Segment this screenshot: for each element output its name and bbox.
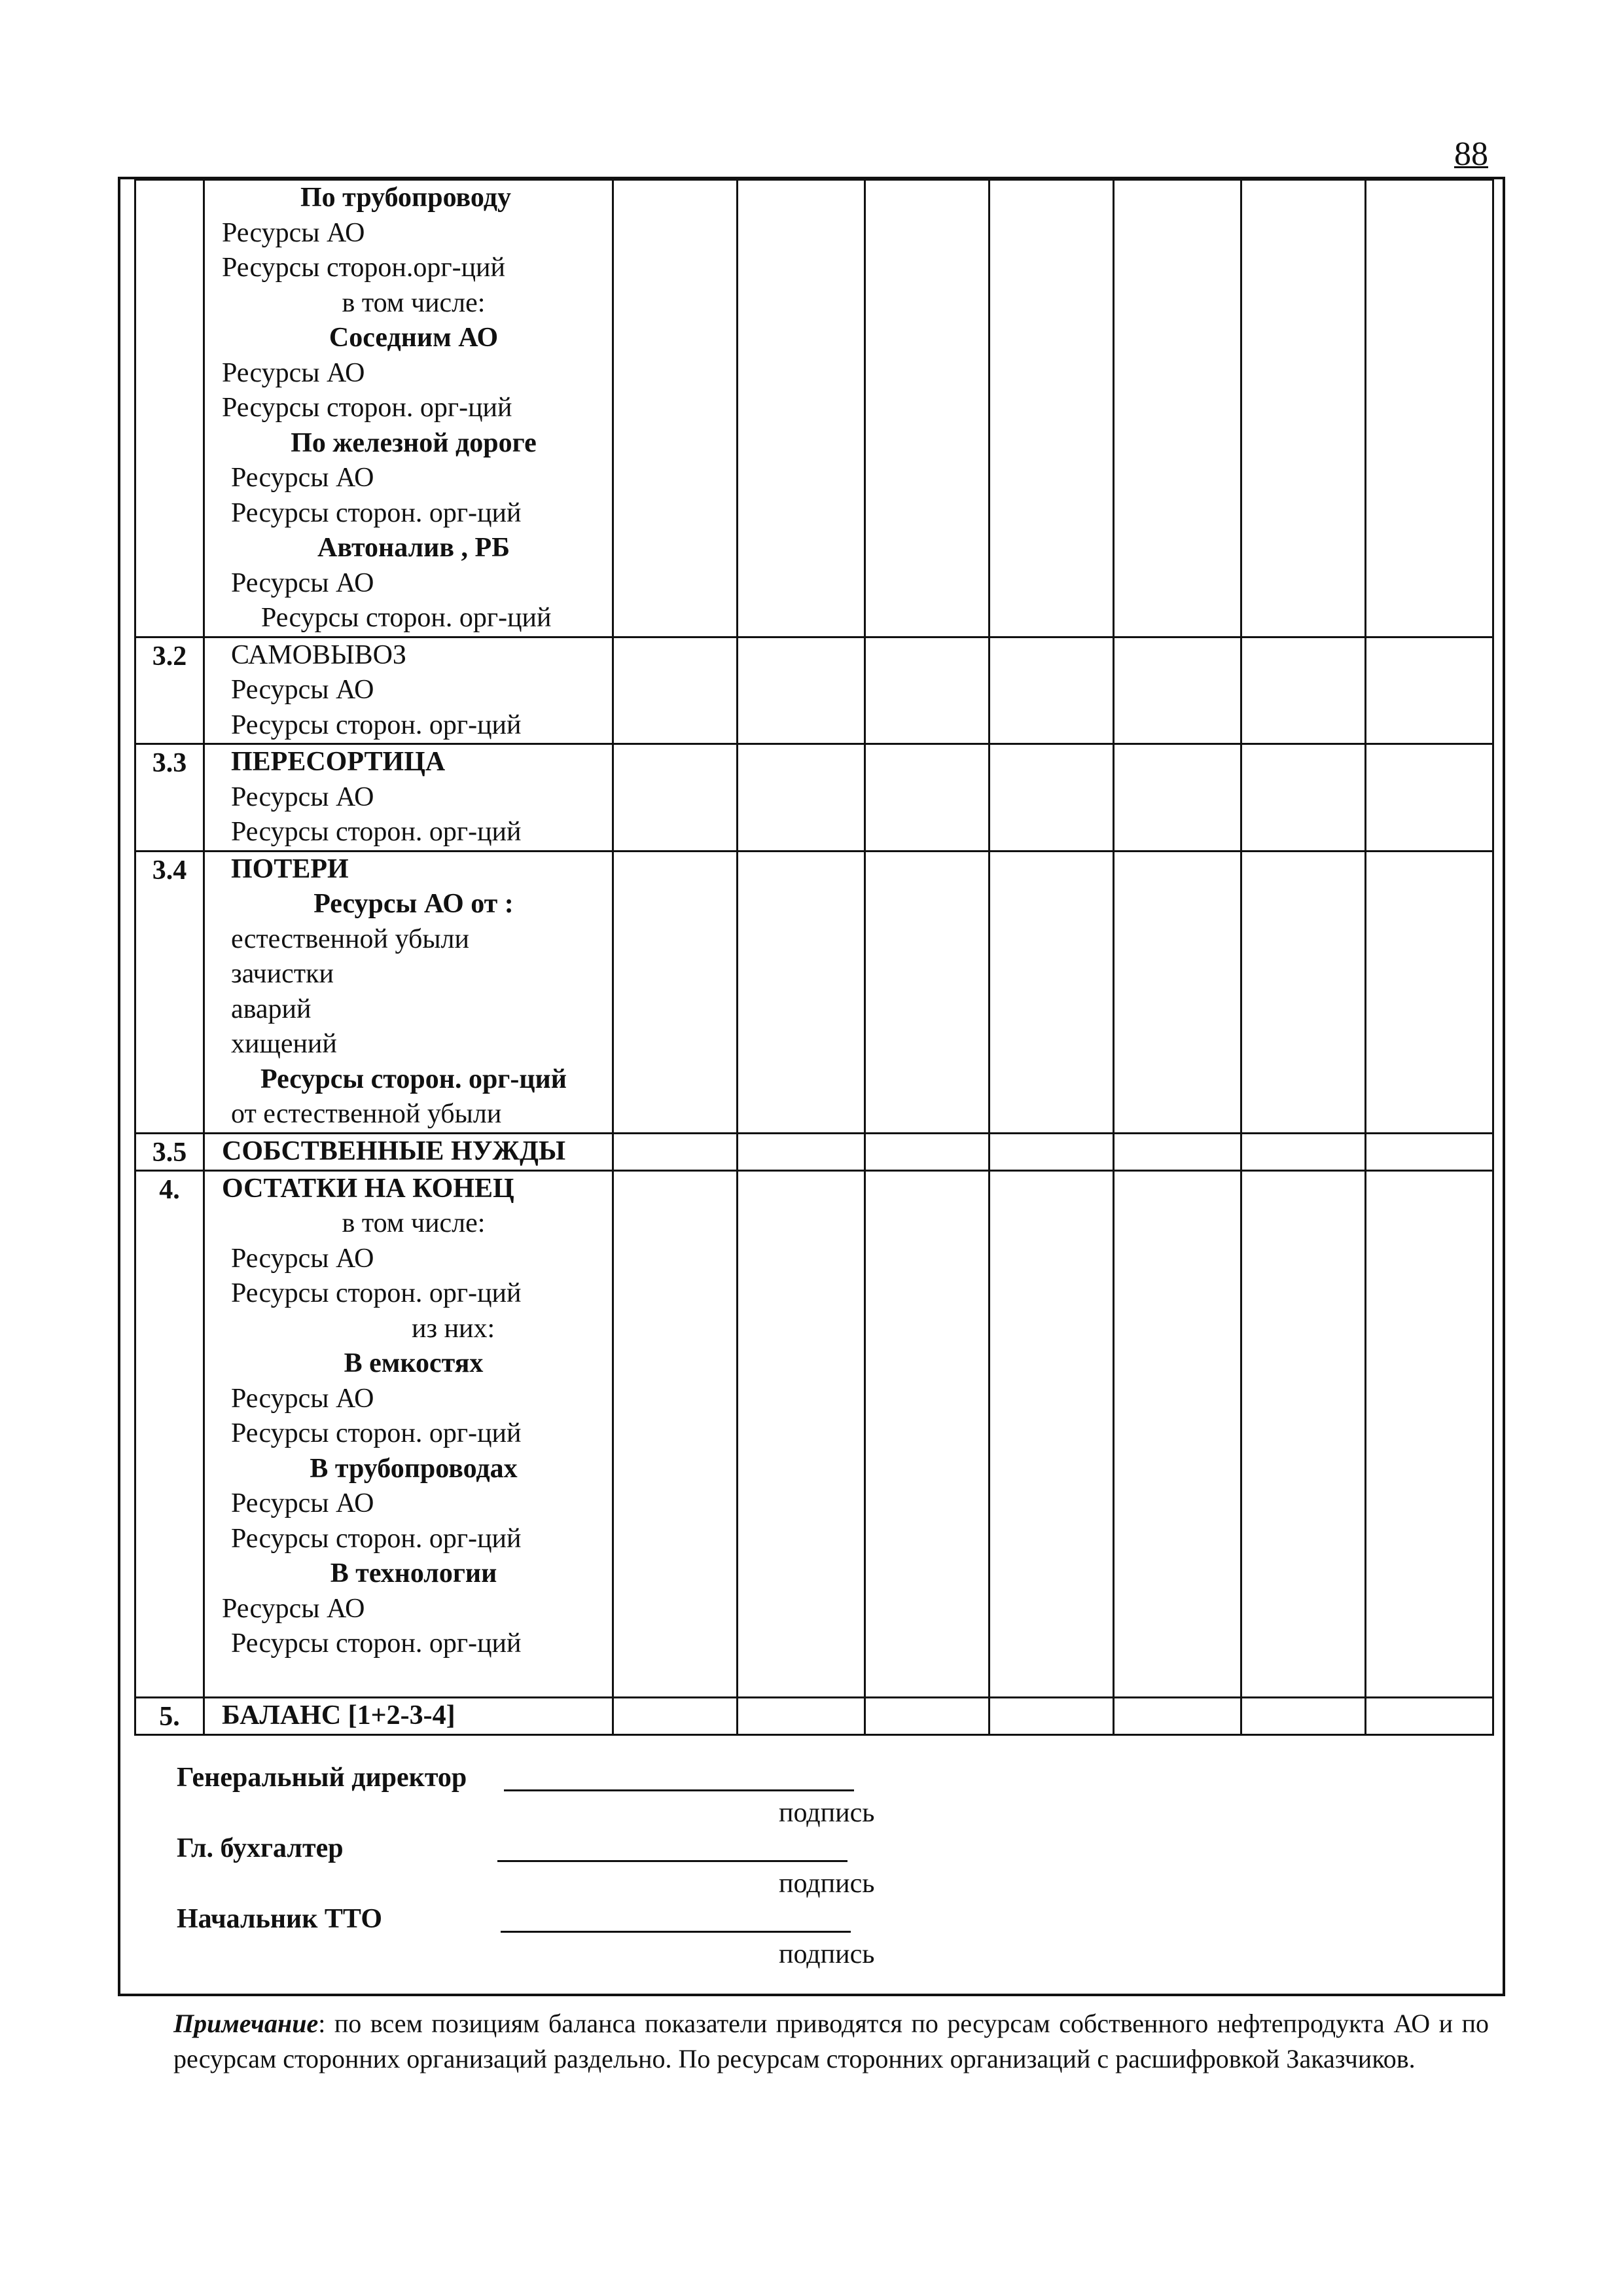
description-line: Ресурсы АО xyxy=(231,1488,374,1518)
value-cell xyxy=(613,180,738,637)
description-line: Ресурсы сторон. орг-ций xyxy=(231,1418,522,1448)
row-description xyxy=(204,1698,613,1735)
description-line: Ресурсы сторон. орг-ций xyxy=(222,393,512,423)
chief-accountant-label: Гл. бухгалтер xyxy=(177,1833,344,1863)
signature-caption-row xyxy=(177,1937,1420,1973)
description-line: Ресурсы сторон. орг-ций xyxy=(231,497,522,528)
description-line: Ресурсы сторон.орг-ций xyxy=(222,253,506,283)
value-cell xyxy=(1241,1698,1366,1735)
value-cell xyxy=(1114,744,1241,852)
value-cell xyxy=(738,1698,865,1735)
description-line: Ресурсы АО xyxy=(231,567,374,598)
value-cell xyxy=(738,637,865,744)
value-cell xyxy=(738,1133,865,1170)
note-paragraph xyxy=(173,2006,1489,2077)
value-cell xyxy=(1366,744,1493,852)
signature-caption: подпись xyxy=(779,1798,875,1828)
table-row xyxy=(135,180,1493,637)
value-cell xyxy=(865,1133,990,1170)
value-cell xyxy=(613,1170,738,1698)
value-cell xyxy=(738,744,865,852)
value-cell xyxy=(1241,180,1366,637)
description-line: Ресурсы АО xyxy=(231,675,374,705)
value-cell xyxy=(738,851,865,1133)
description-line: Ресурсы АО xyxy=(231,781,374,812)
description-line xyxy=(215,1662,612,1697)
tto-head-label: Начальник ТТО xyxy=(177,1904,383,1934)
signature-caption-row xyxy=(177,1867,1420,1902)
value-cell xyxy=(865,744,990,852)
value-cell xyxy=(613,851,738,1133)
description-line: Ресурсы АО xyxy=(231,463,374,493)
value-cell xyxy=(1241,744,1366,852)
row-number: 4. xyxy=(135,1170,204,1698)
description-line: Ресурсы АО от : xyxy=(313,889,514,919)
value-cell xyxy=(1114,637,1241,744)
description-line: Ресурсы АО xyxy=(222,217,365,248)
row-description xyxy=(204,637,613,744)
row-description xyxy=(204,1133,613,1170)
description-line: По трубопроводу xyxy=(300,183,511,213)
row-description xyxy=(204,851,613,1133)
value-cell xyxy=(1114,1170,1241,1698)
value-cell xyxy=(738,1170,865,1698)
description-line: Ресурсы сторон. орг-ций xyxy=(231,709,522,740)
table-row xyxy=(135,637,1493,744)
description-line: Ресурсы АО xyxy=(231,1383,374,1414)
page-number: 88 xyxy=(1454,135,1488,173)
value-cell xyxy=(990,851,1114,1133)
value-cell xyxy=(613,1133,738,1170)
description-line: Ресурсы сторон. орг-ций xyxy=(231,1523,522,1554)
value-cell xyxy=(1114,1698,1241,1735)
note-label: Примечание xyxy=(173,2009,319,2038)
chief-accountant-signature-line xyxy=(497,1860,847,1862)
table-body xyxy=(135,180,1493,1735)
signature-caption: подпись xyxy=(779,1939,875,1969)
row-description xyxy=(204,180,613,637)
value-cell xyxy=(1366,180,1493,637)
value-cell xyxy=(865,1170,990,1698)
note-text: : по всем позициям баланса показатели приводятся по ресурсам собственного нефтепродукта АО и по ресурсам сторонних организаций раздельно. По ресурсам сторонних организаций с расшифровкой Заказчиков. xyxy=(173,2009,1489,2073)
row-description xyxy=(204,1170,613,1698)
description-line: По железной дороге xyxy=(291,427,537,458)
value-cell xyxy=(1241,637,1366,744)
value-cell xyxy=(613,744,738,852)
value-cell xyxy=(1366,1133,1493,1170)
description-line: БАЛАНС [1+2-3-4] xyxy=(222,1700,455,1731)
row-number: 3.3 xyxy=(135,744,204,852)
row-number: 5. xyxy=(135,1698,204,1735)
description-line: Ресурсы АО xyxy=(222,1593,365,1624)
value-cell xyxy=(738,180,865,637)
description-line: в том числе: xyxy=(342,1208,486,1238)
row-number xyxy=(135,180,204,637)
description-line: Ресурсы АО xyxy=(231,1243,374,1274)
table-row xyxy=(135,1698,1493,1735)
signature-row-tto-head xyxy=(177,1902,1420,1937)
value-cell xyxy=(1366,1170,1493,1698)
description-line: Ресурсы сторон. орг-ций xyxy=(231,817,522,847)
value-cell xyxy=(613,637,738,744)
value-cell xyxy=(990,1133,1114,1170)
description-line: хищений xyxy=(231,1029,337,1059)
description-line: Автоналив , РБ xyxy=(317,533,510,563)
description-line: Ресурсы сторон. орг-ций xyxy=(231,1628,522,1659)
general-director-signature-line xyxy=(504,1789,854,1791)
value-cell xyxy=(865,1698,990,1735)
description-line: естественной убыли xyxy=(231,924,469,954)
balance-table xyxy=(134,179,1494,1736)
value-cell xyxy=(865,637,990,744)
row-number: 3.2 xyxy=(135,637,204,744)
table-row xyxy=(135,851,1493,1133)
signature-caption-row xyxy=(177,1796,1420,1831)
description-line: аварий xyxy=(231,994,312,1024)
value-cell xyxy=(1366,1698,1493,1735)
description-line: от естественной убыли xyxy=(231,1099,502,1129)
description-line: ОСТАТКИ НА КОНЕЦ xyxy=(222,1173,514,1204)
value-cell xyxy=(990,1698,1114,1735)
table-row xyxy=(135,744,1493,852)
description-line: В технологии xyxy=(330,1558,497,1588)
signature-block xyxy=(177,1761,1420,1973)
description-line: зачистки xyxy=(231,959,334,989)
value-cell xyxy=(1241,1170,1366,1698)
value-cell xyxy=(1366,637,1493,744)
row-number: 3.4 xyxy=(135,851,204,1133)
value-cell xyxy=(990,180,1114,637)
description-line: ПОТЕРИ xyxy=(231,853,349,884)
description-line: из них: xyxy=(412,1313,495,1344)
value-cell xyxy=(1241,1133,1366,1170)
value-cell xyxy=(1114,1133,1241,1170)
value-cell xyxy=(990,744,1114,852)
general-director-label: Генеральный директор xyxy=(177,1763,467,1793)
description-line: Ресурсы сторон. орг-ций xyxy=(231,1278,522,1308)
description-line: в том числе: xyxy=(342,287,486,318)
description-line: Ресурсы сторон. орг-ций xyxy=(261,603,552,633)
table-row xyxy=(135,1133,1493,1170)
description-line: Ресурсы сторон. орг-ций xyxy=(260,1064,567,1094)
description-line: Ресурсы АО xyxy=(222,357,365,388)
description-line: Соседним АО xyxy=(329,323,499,353)
row-number: 3.5 xyxy=(135,1133,204,1170)
value-cell xyxy=(990,637,1114,744)
value-cell xyxy=(1114,851,1241,1133)
description-line: В трубопроводах xyxy=(310,1453,518,1484)
signature-caption: подпись xyxy=(779,1869,875,1899)
description-line: В емкостях xyxy=(344,1348,484,1378)
description-line: ПЕРЕСОРТИЦА xyxy=(231,747,446,777)
signature-row-chief-accountant xyxy=(177,1831,1420,1867)
value-cell xyxy=(990,1170,1114,1698)
tto-head-signature-line xyxy=(501,1931,851,1933)
value-cell xyxy=(865,180,990,637)
signature-row-general-director xyxy=(177,1761,1420,1796)
value-cell xyxy=(865,851,990,1133)
row-description xyxy=(204,744,613,852)
value-cell xyxy=(613,1698,738,1735)
value-cell xyxy=(1114,180,1241,637)
table-row xyxy=(135,1170,1493,1698)
description-line: СОБСТВЕННЫЕ НУЖДЫ xyxy=(222,1136,566,1166)
value-cell xyxy=(1366,851,1493,1133)
description-line: САМОВЫВОЗ xyxy=(231,639,406,670)
value-cell xyxy=(1241,851,1366,1133)
